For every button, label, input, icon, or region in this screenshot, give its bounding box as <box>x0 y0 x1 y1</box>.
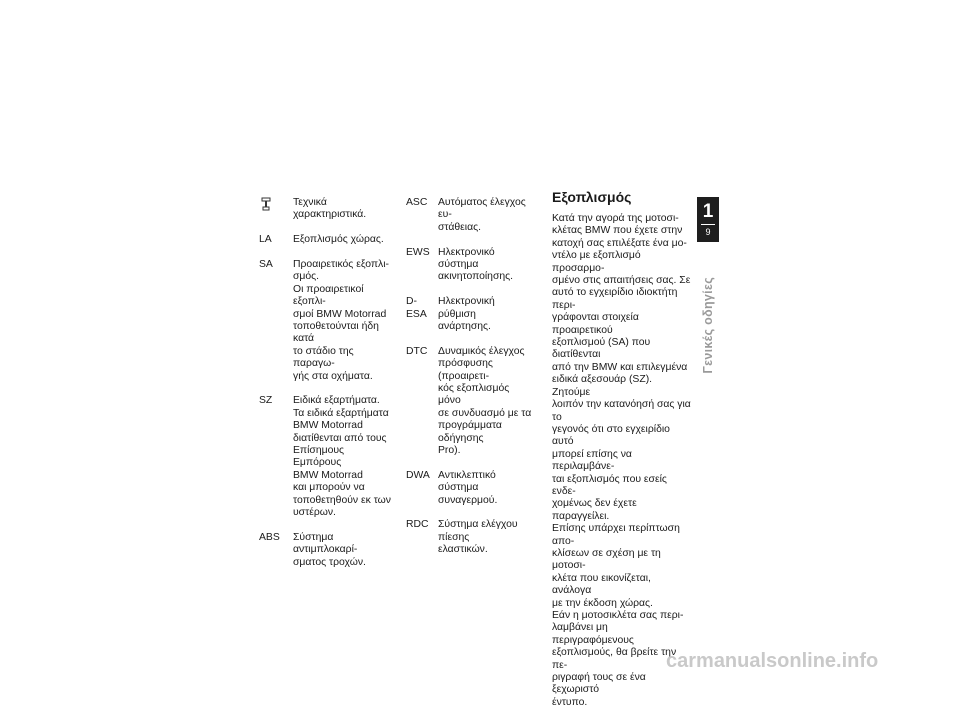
abbreviation-line: ASC <box>406 197 428 208</box>
list-item <box>406 296 534 333</box>
description-line: Αντικλεπτικό σύστημα <box>438 469 496 494</box>
description-line: συναγερμού. <box>438 494 498 506</box>
abbreviation-line: DWA <box>406 469 430 481</box>
abbreviation-line: SA <box>259 259 273 270</box>
list-item <box>259 234 391 246</box>
description-line: και μπορούν να <box>293 482 365 494</box>
body-line: μπορεί επίσης να περιλαμβάνε- <box>552 448 632 473</box>
body-line: λαμβάνει μη περιγραφόμενους <box>552 622 634 646</box>
list-item-description <box>438 346 534 458</box>
abbreviation <box>406 197 438 234</box>
description-line: τοποθετούνται ήδη κατά <box>293 321 379 345</box>
list-item-description <box>438 519 534 556</box>
body-line: ται εξοπλισμός που εσείς ενδε- <box>552 473 667 497</box>
abbreviation-line: ABS <box>259 531 280 543</box>
list-item <box>259 532 391 569</box>
abbreviation <box>259 395 293 519</box>
chapter-title: Γενικές οδηγίες <box>701 277 715 374</box>
description-line: σε συνδυασμό με τα <box>438 407 532 419</box>
list-item <box>406 519 534 556</box>
chapter-number: 1 <box>702 201 714 222</box>
body-line: αυτό το εγχειρίδιο ιδιοκτήτη περι- <box>552 287 678 311</box>
section-heading: Εξοπλισμός <box>552 189 632 205</box>
abbreviation-line: EWS <box>406 246 430 258</box>
chapter-tab <box>697 197 719 242</box>
list-item-description <box>438 197 534 234</box>
list-item-description <box>438 470 534 507</box>
list-item <box>406 470 534 507</box>
description-line: Ειδικά εξαρτήματα. <box>293 395 380 407</box>
description-line: Ηλεκτρονικό σύστημα <box>438 246 495 271</box>
description-line: υστέρων. <box>293 507 336 519</box>
equipment-section <box>552 189 692 709</box>
body-line: Κατά την αγορά της μοτοσι- <box>552 213 679 224</box>
description-line: Σύστημα αντιμπλοκαρί- <box>293 531 358 556</box>
list-item-description <box>293 259 391 383</box>
body-line: εξοπλισμού (SA) που διατίθενται <box>552 337 651 361</box>
description-line: BMW Motorrad <box>293 420 363 432</box>
abbreviation-line: DTC <box>406 345 428 357</box>
description-line: Προαιρετικός εξοπλι- <box>293 259 389 270</box>
body-line: εξοπλισμούς, θα βρείτε την πε- <box>552 647 677 671</box>
list-item-description <box>438 247 534 284</box>
description-line: πρόσφυσης (προαιρετι- <box>438 358 493 382</box>
description-line: Ηλεκτρονική ρύθμιση <box>438 296 495 320</box>
list-item-description: Τεχνικά χαρακτηριστικά. <box>293 197 367 221</box>
description-line: τοποθετηθούν εκ των <box>293 494 391 506</box>
description-line: γής στα οχήματα. <box>293 370 373 382</box>
list-item <box>259 259 391 383</box>
list-item <box>406 247 534 284</box>
description-line: Τα ειδικά εξαρτήματα <box>293 407 389 419</box>
list-item-description <box>438 296 534 333</box>
list-item <box>259 395 391 519</box>
body-line: λοιπόν την κατανόησή σας για το <box>552 399 691 423</box>
abbreviation-line: RDC <box>406 519 429 531</box>
description-line: Σύστημα ελέγχου πίεσης <box>438 519 518 543</box>
body-line: Επίσης υπάρχει περίπτωση απο- <box>552 523 680 547</box>
description-line: Pro). <box>438 445 461 457</box>
body-line: ριγραφή τους σε ένα ξεχωριστό <box>552 672 646 696</box>
abbreviation <box>406 247 438 284</box>
description-line: στάθειας. <box>438 221 481 233</box>
description-line: κός εξοπλισμός μόνο <box>438 383 510 407</box>
body-line: κατοχή σας επιλέξατε ένα μο- <box>552 237 687 249</box>
body-line: γράφονται στοιχεία προαιρετικού <box>552 312 639 336</box>
abbreviation <box>406 470 438 507</box>
list-item <box>406 346 534 458</box>
abbreviation-line: SZ <box>259 395 273 407</box>
abbreviation <box>406 519 438 556</box>
abbreviation <box>259 259 293 383</box>
list-item-description <box>293 234 391 246</box>
body-line: Εάν η μοτοσικλέτα σας περι- <box>552 610 684 621</box>
description-line: σματος τροχών. <box>293 556 366 568</box>
body-line: χομένως δεν έχετε παραγγείλει. <box>552 498 637 522</box>
list-item-description <box>293 395 391 519</box>
section-body <box>552 213 692 709</box>
body-line: από την BMW και επιλεγμένα <box>552 361 688 373</box>
body-line: ειδικά αξεσουάρ (SZ). Ζητούμε <box>552 374 653 398</box>
list-item-description <box>293 532 391 569</box>
abbreviation-line: D- <box>406 296 417 308</box>
page-number: 9 <box>705 227 711 237</box>
body-line: με την έκδοση χώρας. <box>552 597 653 609</box>
abbreviation <box>406 346 438 458</box>
description-line: Εξοπλισμός χώρας. <box>293 234 384 246</box>
description-line: Επίσημους Εμπόρους <box>293 445 345 469</box>
body-line: κλέτα που εικονίζεται, ανάλογα <box>552 572 651 597</box>
description-line: ελαστικών. <box>438 544 488 556</box>
abbreviation-line: ESA <box>406 308 427 320</box>
description-line: ακινητοποίησης. <box>438 271 514 283</box>
chapter-divider <box>701 224 715 225</box>
body-line: ντέλο με εξοπλισμό προσαρμο- <box>552 250 641 274</box>
description-line: Οι προαιρετικοί εξοπλι- <box>293 283 364 308</box>
description-line: ανάρτησης. <box>438 321 491 333</box>
list-item <box>406 197 534 234</box>
abbreviation-list-left <box>259 197 391 582</box>
body-line: γεγονός ότι στο εγχειρίδιο αυτό <box>552 423 670 448</box>
body-line: έντυπο. <box>552 696 588 708</box>
abbreviation <box>259 532 293 569</box>
description-line: Δυναμικός έλεγχος <box>438 345 525 357</box>
body-line: κλίσεων σε σχέση με τη μοτοσι- <box>552 547 661 572</box>
abbreviation-list-right <box>406 197 534 569</box>
list-item-technical-data <box>259 197 391 222</box>
description-line: διατίθενται από τους <box>293 432 387 444</box>
abbreviation <box>259 234 293 246</box>
body-line: σμένο στις απαιτήσεις σας. Σε <box>552 275 691 287</box>
description-line: σμός. <box>293 271 320 283</box>
description-line: προγράμματα οδήγησης <box>438 420 502 444</box>
wrench-icon <box>259 197 293 222</box>
description-line: σμοί BMW Motorrad <box>293 308 387 320</box>
watermark-text: carmanualsonline.info <box>666 650 879 672</box>
abbreviation <box>406 296 438 333</box>
description-line: Αυτόματος έλεγχος ευ- <box>438 197 526 221</box>
description-line: BMW Motorrad <box>293 469 363 481</box>
description-line: το στάδιο της παραγω- <box>293 345 354 370</box>
abbreviation-line: LA <box>259 234 272 246</box>
body-line: κλέτας BMW που έχετε στην <box>552 225 683 237</box>
